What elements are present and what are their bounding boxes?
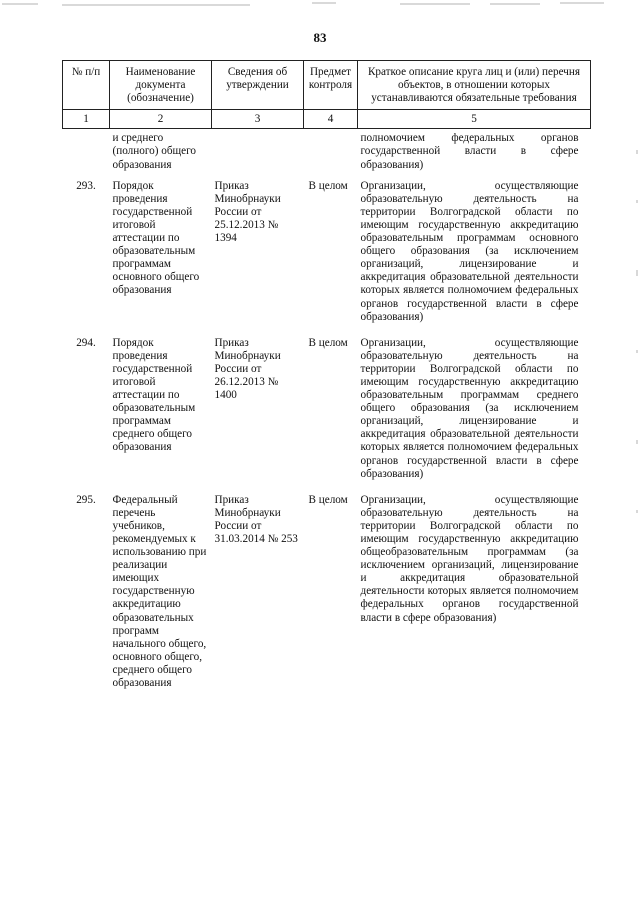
row-num-cell: 295.: [76, 493, 96, 506]
row-subject-cell: В целом: [308, 179, 348, 192]
row-subject-cell: [304, 129, 358, 178]
header-approval: Сведения об утверждении: [212, 61, 304, 110]
scan-artifact-strip: [0, 0, 640, 10]
scan-edge-marks: [634, 140, 640, 540]
header-name: Наименование документа (обозначение): [110, 61, 212, 110]
table-row: [63, 335, 591, 492]
row-num-cell: 293.: [76, 179, 96, 192]
row-approval-cell: Приказ Минобрнауки России от 25.12.2013 № 1394: [214, 179, 281, 245]
column-number: 3: [212, 110, 304, 129]
row-subject-cell: В целом: [308, 336, 348, 349]
column-number: 1: [63, 110, 110, 129]
row-description-cell: Организации, осуществляющие образовательную деятельность на территории Волгоградской области по имеющим государственную аккредитацию образовательным программам основного общего образования (за исключением организаций, лицензирование и аккредитация образовательной деятельности которых является полномочием федеральных органов государственной власти в сфере образования): [360, 179, 579, 323]
row-name-cell: Порядок проведения государственной итоговой аттестации по образовательным программам основного общего образования: [112, 179, 200, 297]
row-approval-cell: Приказ Минобрнауки России от 31.03.2014 № 253: [214, 493, 298, 545]
row-description-cell: Организации, осуществляющие образовательную деятельность на территории Волгоградской области по имеющим государственную аккредитацию общеобразовательным программам (за исключением организаций, лицензирование и аккредитация образовательной деятельности которых является полномочием федеральных органов государственной власти в сфере образования): [360, 493, 579, 624]
column-number-row: [63, 110, 591, 129]
row-description-cell: Организации, осуществляющие образовательную деятельность на территории Волгоградской области по имеющим государственную аккредитацию образовательным программам среднего общего образования (за исключением организаций, лицензирование и аккредитация образовательной деятельности которых является полномочием федеральных органов государственной власти в сфере образования): [360, 336, 579, 480]
column-number: 4: [304, 110, 358, 129]
row-name-cell: и среднего (полного) общего образования: [112, 132, 197, 171]
row-name-cell: Федеральный перечень учебников, рекомендуемых к использованию при реализации имеющих государственную аккредитацию образовательных программ начального общего, основного общего, среднего общего образования: [112, 493, 207, 690]
table-row: [63, 492, 591, 701]
page-number: 83: [313, 30, 327, 45]
row-description-cell: полномочием федеральных органов государственной власти в сфере образования): [360, 132, 579, 171]
requirements-table: [62, 60, 591, 701]
row-num-cell: [63, 129, 110, 178]
column-number: 2: [110, 110, 212, 129]
row-subject-cell: В целом: [308, 493, 348, 506]
continuation-row: [63, 129, 591, 178]
row-name-cell: Порядок проведения государственной итоговой аттестации по образовательным программам среднего общего образования: [112, 336, 196, 454]
row-num-cell: 294.: [76, 336, 96, 349]
column-number: 5: [358, 110, 591, 129]
header-description: Краткое описание круга лиц и (или) перечня объектов, в отношении которых устанавливаются обязательные требования: [358, 61, 591, 110]
table-row: [63, 178, 591, 335]
header-subject: Предмет контроля: [304, 61, 358, 110]
header-row: [63, 61, 591, 110]
row-approval-cell: [212, 129, 304, 178]
row-approval-cell: Приказ Минобрнауки России от 26.12.2013 № 1400: [214, 336, 281, 402]
header-num: № п/п: [63, 61, 110, 110]
